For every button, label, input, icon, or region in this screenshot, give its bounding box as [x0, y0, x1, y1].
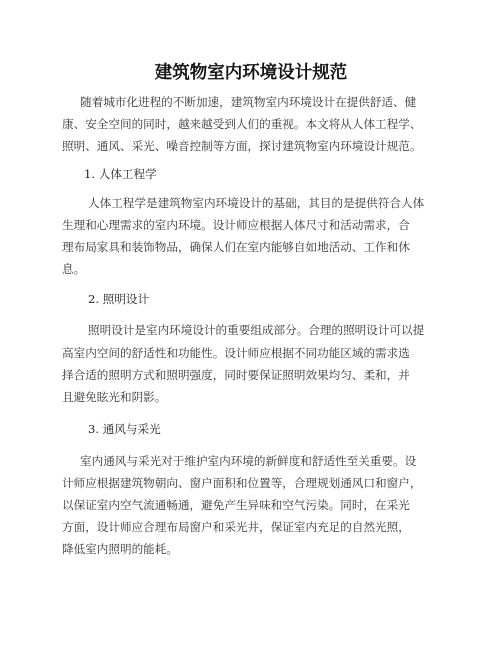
paragraph-line: 高室内空间的舒适性和功能性。设计师应根据不同功能区域的需求选: [62, 346, 410, 360]
paragraph-line: 生理和心理需求的室内环境。设计师应根据人体尺寸和活动需求，合: [62, 218, 410, 232]
paragraph-line: 方面，设计师应合理布局窗户和采光井，保证室内充足的自然光照，: [62, 520, 410, 534]
section-heading-ventilation: 3. 通风与采光: [88, 422, 161, 436]
intro-line: 随着城市化进程的不断加速，建筑物室内环境设计在提供舒适、健: [80, 95, 417, 109]
paragraph-line: 息。: [62, 262, 86, 276]
paragraph-line: 以保证室内空气流通畅通，避免产生异味和空气污染。同时，在采光: [62, 498, 410, 512]
document-title: 建筑物室内环境设计规范: [154, 63, 348, 83]
paragraph-line: 降低室内照明的能耗。: [62, 542, 178, 556]
paragraph-line: 理布局家具和装饰物品，确保人们在室内能够自如地活动、工作和休: [62, 240, 410, 254]
paragraph-line: 照明设计是室内环境设计的重要组成部分。合理的照明设计可以提: [88, 323, 425, 337]
paragraph-line: 人体工程学是建筑物室内环境设计的基础，其目的是提供符合人体: [88, 196, 425, 210]
paragraph-line: 且避免眩光和阴影。: [62, 390, 167, 404]
section-heading-ergonomics: 1. 人体工程学: [84, 167, 157, 181]
intro-line: 康、安全空间的同时，越来越受到人们的重视。本文将从人体工程学、: [62, 117, 422, 131]
paragraph-line: 计师应根据建筑物朝向、窗户面积和位置等，合理规划通风口和窗户，: [62, 476, 422, 490]
section-heading-lighting: 2. 照明设计: [88, 292, 150, 306]
paragraph-line: 择合适的照明方式和照明强度，同时要保证照明效果均匀、柔和，并: [62, 368, 410, 382]
paragraph-line: 室内通风与采光对于维护室内环境的新鲜度和舒适性至关重要。设: [80, 454, 417, 468]
intro-line: 照明、通风、采光、噪音控制等方面，探讨建筑物室内环境设计规范。: [62, 139, 422, 153]
